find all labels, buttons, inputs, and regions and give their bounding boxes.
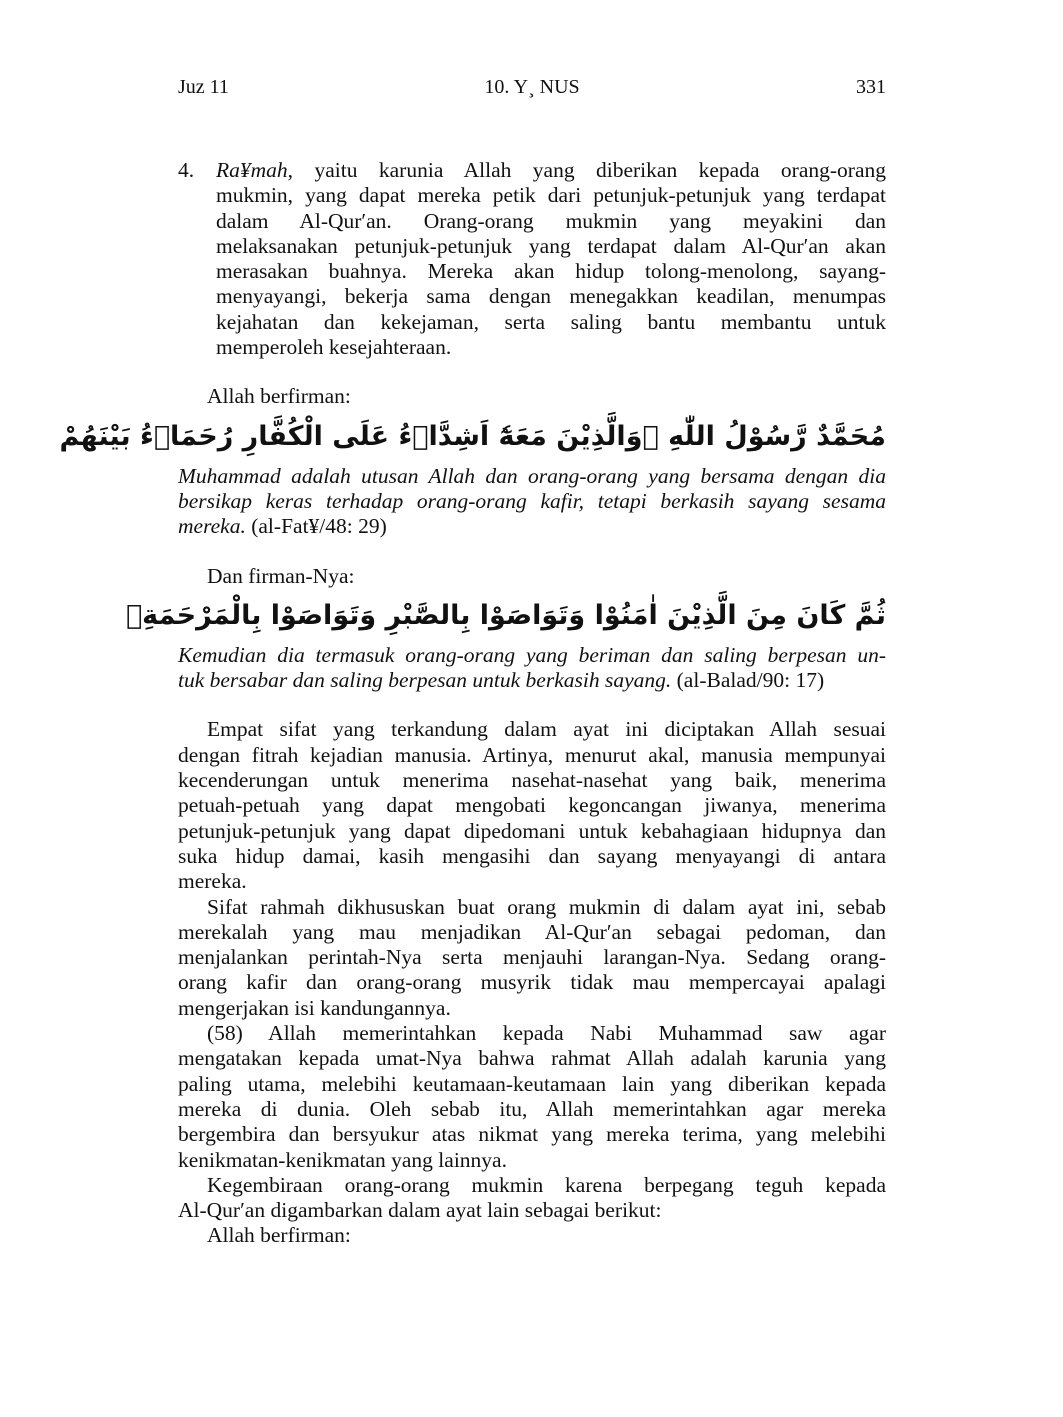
verse-reference: (al-Fat¥/48: 29)	[245, 514, 387, 539]
arabic-verse: ثُمَّ كَانَ مِنَ الَّذِيْنَ اٰمَنُوْا وَتَوَاصَوْا بِالصَّبْرِ وَتَوَاصَوْا بِالْمَرْحَمَةِۗ	[125, 599, 886, 631]
paragraph: (58) Allah memerintahkan kepada Nabi Muhammad saw agar mengatakan kepada umat-Nya bahwa rahmat Allah adalah karunia yang paling utama, melebihi keutamaan-keutamaan lain yang diberikan kepada mereka di dunia. Oleh sebab itu, Allah memerintahkan agar mereka bergembira dan bersyukur atas nikmat yang mereka terima, yang melebihi kenikmatan-kenikmatan yang lainnya.	[178, 1021, 886, 1172]
translation-line: tuk bersabar dan saling berpesan untuk berkasih sayang. (al-Balad/90: 17)	[178, 668, 825, 693]
paragraph: Empat sifat yang terkandung dalam ayat ini diciptakan Allah sesuai dengan fitrah kejadian manusia. Artinya, menurut akal, manusia mempunyai kecenderungan untuk menerima nasehat-nasehat yang baik, menerima petuah-petuah yang dapat mengobati kegoncangan jiwanya, menerima petunjuk-petunjuk yang dapat dipedomani untuk kebahagiaan hidupnya dan suka hidup damai, kasih mengasihi dan sayang menyayangi di antara mereka.	[178, 717, 886, 894]
list-item-line: merasakan buahnya. Mereka akan hidup tolong-menolong, sayang-	[216, 259, 886, 284]
translation-line: mereka. (al-Fat¥/48: 29)	[178, 514, 387, 539]
list-number: 4.	[178, 158, 195, 182]
closing-intro: Allah berfirman:	[207, 1223, 351, 1248]
list-item-line: kejahatan dan kekejaman, serta saling bantu membantu untuk	[216, 309, 886, 334]
page-number: 331	[856, 76, 886, 98]
list-item-line: mukmin, yang dapat mereka petik dari petunjuk-petunjuk yang terdapat	[216, 183, 886, 208]
arabic-verse: مُحَمَّدٌ رَّسُوْلُ اللّٰهِ ۗوَالَّذِيْنَ مَعَهٗٓ اَشِدَّاۤءُ عَلَى الْكُفَّارِ رُحَمَاۤءُ بَيْنَهُمْ	[59, 420, 886, 452]
list-item-4	[178, 158, 886, 360]
list-item-line: Ra¥mah, yaitu karunia Allah yang diberikan kepada orang-orang	[216, 158, 886, 182]
translation-line: Kemudian dia termasuk orang-orang yang beriman dan saling berpesan un-	[178, 642, 886, 667]
paragraph: Kegembiraan orang-orang mukmin karena berpegang teguh kepada Al-Qur′an digambarkan dalam ayat lain sebagai berikut:	[178, 1172, 886, 1223]
paragraph: Sifat rahmah dikhususkan buat orang mukmin di dalam ayat ini, sebab merekalah yang mau menjadikan Al-Qur′an sebagai pedoman, dan menjalankan perintah-Nya serta menjauhi larangan-Nya. Sedang orang- orang kafir dan orang-orang musyrik tidak mau mempercayai apalagi mengerjakan isi kandungannya.	[178, 894, 886, 1020]
translation-line: Muhammad adalah utusan Allah dan orang-orang yang bersama dengan dia	[178, 463, 886, 488]
term-rahmah: Ra¥mah	[216, 158, 288, 182]
list-item-line: dalam Al-Qur′an. Orang-orang mukmin yang meyakini dan	[216, 208, 886, 233]
list-item-line: memperoleh kesejahteraan.	[216, 335, 452, 360]
list-item-line: menyayangi, bekerja sama dengan menegakkan keadilan, menumpas	[216, 284, 886, 309]
quote-intro: Dan firman-Nya:	[207, 563, 355, 588]
translation-line: bersikap keras terhadap orang-orang kafir, tetapi berkasih sayang sesama	[178, 488, 886, 513]
page-header	[178, 76, 886, 102]
list-item-line: melaksanakan petunjuk-petunjuk yang terdapat dalam Al-Qur′an akan	[216, 233, 886, 258]
quote-intro: Allah berfirman:	[207, 384, 351, 409]
juz-label: Juz 11	[178, 76, 229, 98]
verse-reference: (al-Balad/90: 17)	[671, 668, 825, 693]
page-body	[59, 158, 886, 1249]
surah-title: 10. Y¸ NUS	[484, 76, 580, 98]
